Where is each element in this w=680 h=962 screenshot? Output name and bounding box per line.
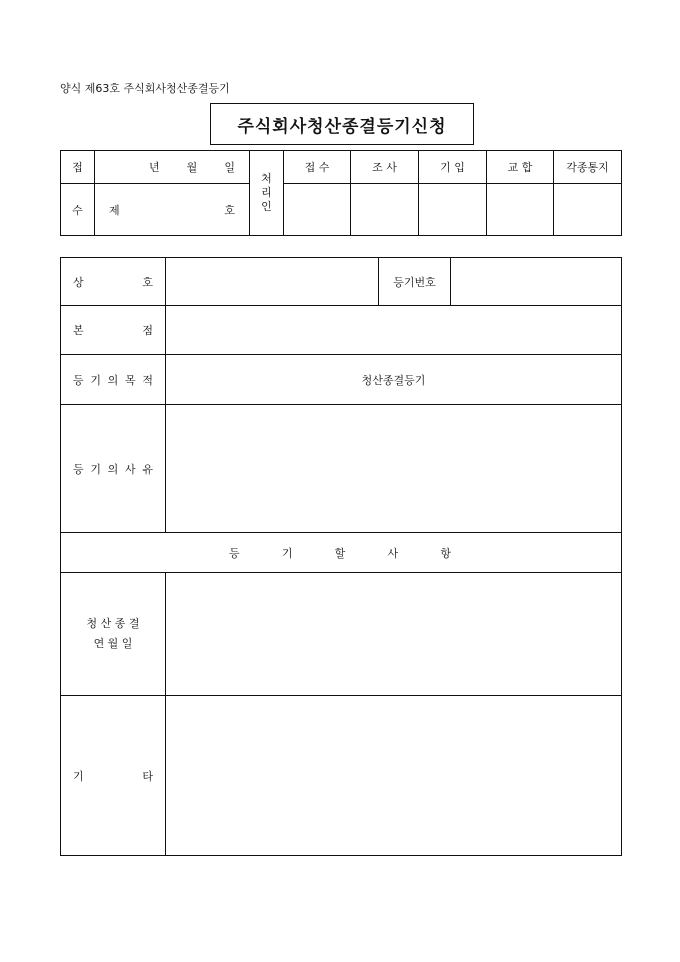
- receipt-number-cell[interactable]: 제 호: [95, 184, 250, 236]
- sign-notices[interactable]: [554, 184, 622, 236]
- liquidation-date-field[interactable]: [166, 573, 622, 696]
- other-label: 기 타: [61, 696, 166, 856]
- sign-investigation[interactable]: [351, 184, 419, 236]
- receipt-su-cell: 수: [61, 184, 95, 236]
- registration-number-label: 등기번호: [379, 258, 451, 306]
- other-field[interactable]: [166, 696, 622, 856]
- col-notices: 각종통지: [554, 151, 622, 184]
- cause-field[interactable]: [166, 405, 622, 533]
- col-entry: 기 입: [419, 151, 487, 184]
- col-reception: 접 수: [284, 151, 351, 184]
- col-investigation: 조 사: [351, 151, 419, 184]
- trade-name-field[interactable]: [166, 258, 379, 306]
- purpose-value[interactable]: 청산종결등기: [166, 355, 622, 405]
- head-office-field[interactable]: [166, 306, 622, 355]
- sign-reception[interactable]: [284, 184, 351, 236]
- application-table: [60, 257, 622, 856]
- sign-entry[interactable]: [419, 184, 487, 236]
- receipt-table: [60, 150, 622, 236]
- registration-number-field[interactable]: [451, 258, 622, 306]
- handler-label-cell: 처 리 인: [250, 151, 284, 236]
- head-office-label: 본 점: [61, 306, 166, 355]
- form-number-label: 양식 제63호 주식회사청산종결등기: [60, 82, 230, 95]
- col-collation: 교 합: [487, 151, 554, 184]
- form-title: 주식회사청산종결등기신청: [210, 103, 474, 145]
- receipt-jeop-cell: 접: [61, 151, 95, 184]
- registration-items-header: 등 기 할 사 항: [61, 533, 622, 573]
- liquidation-date-label: 청 산 종 결 연 월 일: [61, 573, 166, 696]
- trade-name-label: 상 호: [61, 258, 166, 306]
- cause-label: 등 기 의 사 유: [61, 405, 166, 533]
- sign-collation[interactable]: [487, 184, 554, 236]
- receipt-date-cell[interactable]: 년 월 일: [95, 151, 250, 184]
- purpose-label: 등 기 의 목 적: [61, 355, 166, 405]
